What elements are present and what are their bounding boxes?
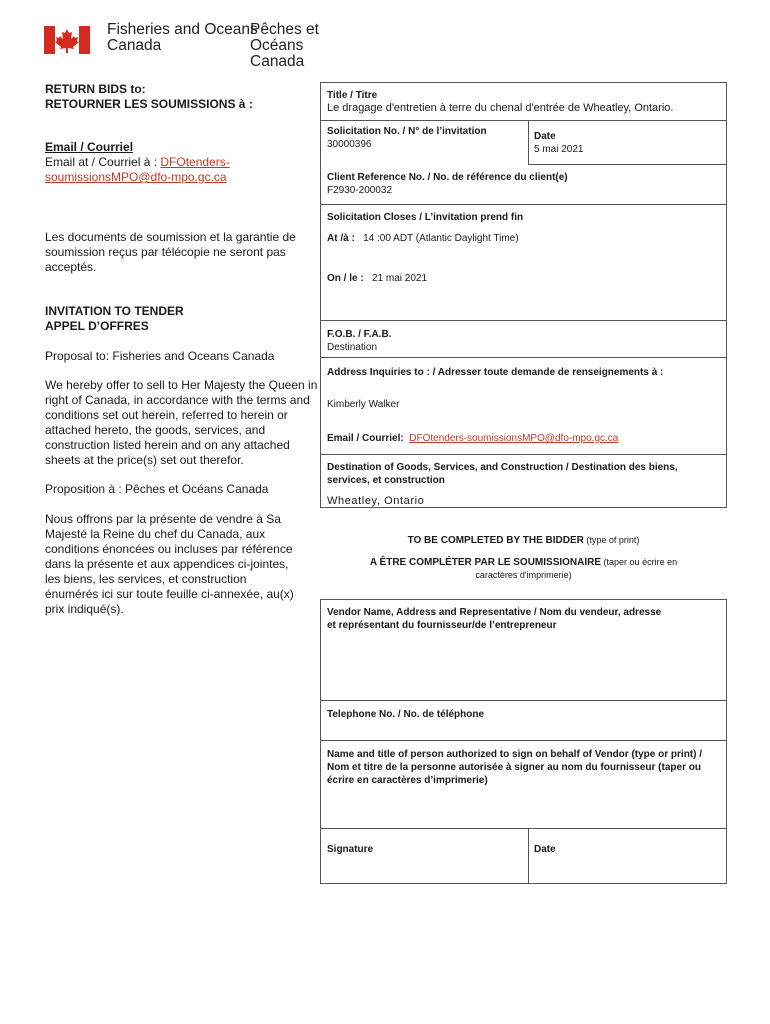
solicitation-closes-label: Solicitation Closes / L’invitation prend fin bbox=[327, 212, 524, 223]
proposition-fr: Proposition à : Pêches et Océans Canada bbox=[45, 482, 269, 496]
client-reference-field: Client Reference No. / No. de référence du client(e) F2930-200032 bbox=[327, 172, 568, 196]
authorized-person-field[interactable]: Name and title of person authorized to sign on behalf of Vendor (type or print) / Nom et titre de la personne autorisée à signer au nom du fournisseur (taper ou écrire en caractères d’imprimerie) bbox=[327, 749, 703, 786]
department-name-en: Fisheries and Oceans Canada bbox=[107, 21, 258, 54]
fax-notice: Les documents de soumission et la garantie de soumission reçus par télécopie ne seront pas acceptés. bbox=[45, 230, 296, 274]
department-name-fr: Pêches et Océans Canada bbox=[250, 21, 319, 70]
inquiries-contact-name: Kimberly Walker bbox=[327, 399, 400, 410]
telephone-field[interactable]: Telephone No. / No. de téléphone bbox=[327, 709, 485, 720]
inquiries-email-field: Email / Courriel: DFOtenders-soumissionsMPO@dfo-mpo.gc.ca bbox=[327, 433, 619, 444]
closing-date-field: On / le : 21 mai 2021 bbox=[327, 273, 428, 284]
email-link-part1[interactable]: DFOtenders- bbox=[160, 155, 230, 169]
canada-flag-icon bbox=[44, 26, 90, 54]
proposal-to: Proposal to: Fisheries and Oceans Canada bbox=[45, 349, 275, 363]
government-signature bbox=[44, 21, 364, 70]
inquiries-label: Address Inquiries to : / Adresser toute demande de renseignements à : bbox=[327, 367, 664, 378]
inquiries-email-link[interactable]: DFOtenders-soumissionsMPO@dfo-mpo.gc.ca bbox=[409, 433, 619, 444]
return-bids-heading: RETURN BIDS to: RETOURNER LES SOUMISSIONS à : bbox=[45, 82, 253, 111]
email-link-part2[interactable]: soumissionsMPO@dfo-mpo.gc.ca bbox=[45, 170, 227, 184]
offer-text-fr: Nous offrons par la présente de vendre à Sa Majesté la Reine du chef du Canada, aux conditions énoncées ou incluses par référence dans la présente et aux appendices ci-jointes, les biens, les services, et construction énumérés ici sur toute feuille ci-annexée, au(x) prix indiqué(s). bbox=[45, 512, 294, 616]
closing-time-field: At /à : 14 :00 ADT (Atlantic Daylight Time) bbox=[327, 233, 519, 244]
vendor-name-field[interactable]: Vendor Name, Address and Representative / Nom du vendeur, adresse et représentant du fournisseur/de l’entrepreneur bbox=[327, 607, 662, 631]
destination-value: Wheatley, Ontario bbox=[327, 495, 425, 507]
offer-text-en: We hereby offer to sell to Her Majesty the Queen in right of Canada, in accordance with the terms and conditions set out herein, referred to herein or attached hereto, the goods, services, and construction listed herein and on any attached sheets at the price(s) set out therefor. bbox=[45, 378, 318, 467]
fob-field: F.O.B. / F.A.B. Destination bbox=[327, 329, 392, 353]
signature-field[interactable]: Signature bbox=[327, 844, 374, 855]
email-heading: Email / Courriel bbox=[45, 140, 134, 154]
email-at-label: Email at / Courriel à : bbox=[45, 155, 161, 169]
signature-date-field[interactable]: Date bbox=[534, 844, 556, 855]
email-block bbox=[45, 140, 295, 185]
invitation-to-tender-heading: INVITATION TO TENDER APPEL D’OFFRES bbox=[45, 304, 184, 333]
solicitation-number-field: Solicitation No. / N° de l’invitation 30000396 bbox=[327, 126, 487, 150]
title-field: Title / Titre Le dragage d'entretien à terre du chenal d'entrée de Wheatley, Ontario. bbox=[327, 90, 674, 114]
destination-label: Destination of Goods, Services, and Construction / Destination des biens, services, et construction bbox=[327, 462, 678, 486]
bidder-instructions: TO BE COMPLETED BY THE BIDDER (type of print) A ÊTRE COMPLÉTER PAR LE SOUMISSIONAIRE (taper ou écrire en caractères d'imprimerie) bbox=[369, 535, 678, 580]
date-field: Date 5 mai 2021 bbox=[534, 131, 584, 155]
